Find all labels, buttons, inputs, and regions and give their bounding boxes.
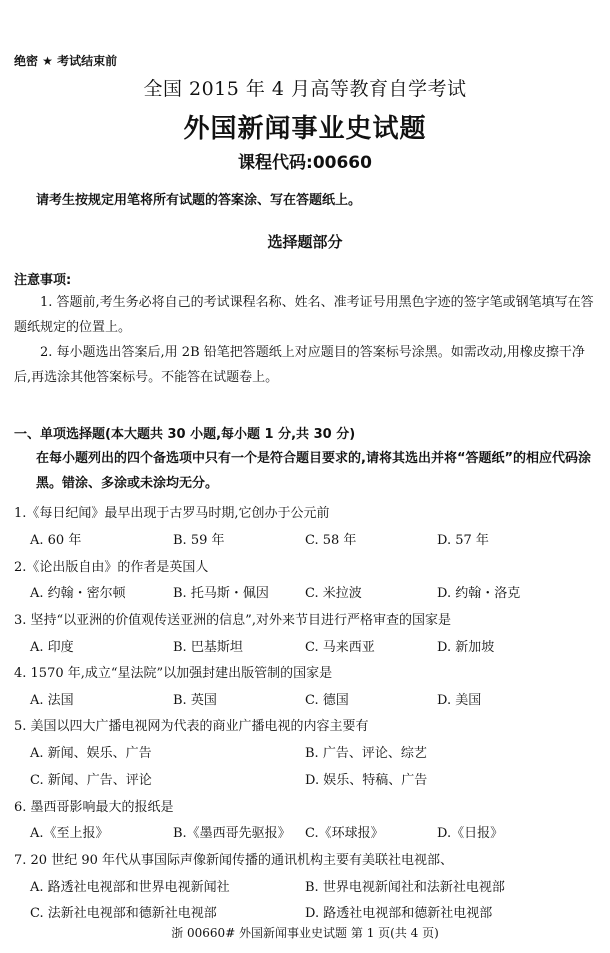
question-7-option-d: D. 路透社电视部和德新社电视部 xyxy=(305,906,493,921)
part1-heading: 一、单项选择题(本大题共 30 小题,每小题 1 分,共 30 分) xyxy=(14,427,356,442)
part1-description: 在每小题列出的四个备选项中只有一个是符合题目要求的,请将其选出并将“答题纸”的相应代码涂黑。错涂、多涂或未涂均无分。 xyxy=(36,451,592,491)
question-3-option-c: C. 马来西亚 xyxy=(305,640,375,655)
exam-title: 外国新闻事业史试题 xyxy=(183,114,427,144)
notice-item-1: 1. 答题前,考生务必将自己的考试课程名称、姓名、准考证号用黑色字迹的签字笔或钢笔填写在答题纸规定的位置上。 xyxy=(14,295,594,335)
question-3-stem: 3. 坚持“以亚洲的价值观传送亚洲的信息”,对外来节目进行严格审查的国家是 xyxy=(14,613,451,628)
question-5-option-d: D. 娱乐、特稿、广告 xyxy=(305,773,428,788)
question-1-stem: 1.《每日纪闻》最早出现于古罗马时期,它创办于公元前 xyxy=(14,506,330,521)
instruction: 请考生按规定用笔将所有试题的答案涂、写在答题纸上。 xyxy=(36,193,362,208)
exam-session: 全国 2015 年 4 月高等教育自学考试 xyxy=(143,78,467,100)
question-6-stem: 6. 墨西哥影响最大的报纸是 xyxy=(14,800,174,815)
question-6-option-d: D.《日报》 xyxy=(437,826,504,841)
question-2-option-c: C. 米拉波 xyxy=(305,586,362,601)
question-4-option-d: D. 美国 xyxy=(437,693,482,708)
page-footer: 浙 00660# 外国新闻事业史试题 第 1 页(共 4 页) xyxy=(171,926,439,940)
question-7-option-c: C. 法新社电视部和德新社电视部 xyxy=(30,906,217,921)
question-5-option-b: B. 广告、评论、综艺 xyxy=(305,746,427,761)
question-2-stem: 2.《论出版自由》的作者是英国人 xyxy=(14,560,209,575)
notice-title: 注意事项: xyxy=(14,273,72,288)
notice-item-2: 2. 每小题选出答案后,用 2B 铅笔把答题纸上对应题目的答案标号涂黑。如需改动,用橡皮擦干净后,再选涂其他答案标号。不能答在试题卷上。 xyxy=(14,345,585,385)
question-1-option-a: A. 60 年 xyxy=(30,533,82,548)
question-2-option-a: A. 约翰・密尔顿 xyxy=(30,586,126,601)
secret-label: 绝密 ★ 考试结束前 xyxy=(14,54,118,68)
question-2-option-d: D. 约翰・洛克 xyxy=(437,586,521,601)
question-4-option-a: A. 法国 xyxy=(30,693,74,708)
question-6-option-b: B.《墨西哥先驱报》 xyxy=(173,826,291,841)
notice-list xyxy=(14,290,598,390)
question-7-option-b: B. 世界电视新闻社和法新社电视部 xyxy=(305,880,505,895)
question-6-option-a: A.《至上报》 xyxy=(30,826,109,841)
question-1-option-b: B. 59 年 xyxy=(173,533,225,548)
question-2-option-b: B. 托马斯・佩因 xyxy=(173,586,269,601)
question-4-option-b: B. 英国 xyxy=(173,693,217,708)
question-5-option-a: A. 新闻、娱乐、广告 xyxy=(30,746,152,761)
question-7-option-a: A. 路透社电视部和世界电视新闻社 xyxy=(30,880,230,895)
question-5-stem: 5. 美国以四大广播电视网为代表的商业广播电视的内容主要有 xyxy=(14,719,369,734)
question-5-option-c: C. 新闻、广告、评论 xyxy=(30,773,152,788)
exam-code: 课程代码:00660 xyxy=(238,153,372,173)
question-3-option-d: D. 新加坡 xyxy=(437,640,495,655)
section-heading: 选择题部分 xyxy=(267,233,343,251)
question-1-option-c: C. 58 年 xyxy=(305,533,357,548)
question-4-option-c: C. 德国 xyxy=(305,693,349,708)
question-4-stem: 4. 1570 年,成立“星法院”以加强封建出版管制的国家是 xyxy=(14,666,333,681)
question-1-option-d: D. 57 年 xyxy=(437,533,489,548)
question-3-option-b: B. 巴基斯坦 xyxy=(173,640,243,655)
question-3-option-a: A. 印度 xyxy=(30,640,74,655)
question-6-option-c: C.《环球报》 xyxy=(305,826,384,841)
question-7-stem: 7. 20 世纪 90 年代从事国际声像新闻传播的通讯机构主要有美联社电视部、 xyxy=(14,853,454,868)
